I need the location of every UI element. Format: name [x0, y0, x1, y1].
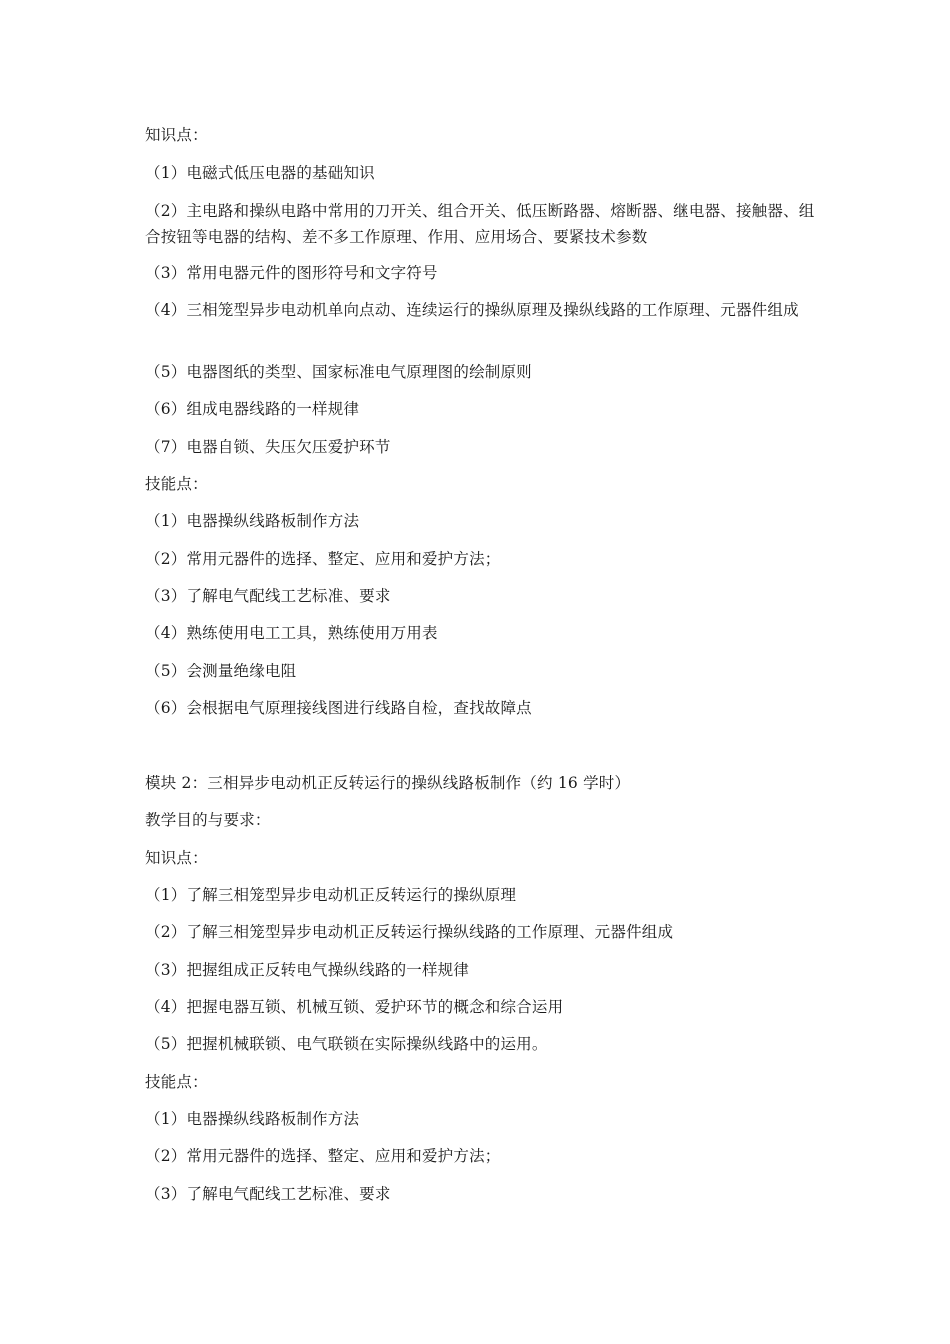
- skills-item: （4）熟练使用电工工具，熟练使用万用表: [145, 624, 438, 642]
- knowledge-item: （5）把握机械联锁、电气联锁在实际操纵线路中的运用。: [145, 1035, 548, 1053]
- skills-item: （6）会根据电气原理接线图进行线路自检，查找故障点: [145, 699, 532, 717]
- knowledge-item: （7）电器自锁、失压欠压爱护环节: [145, 438, 391, 456]
- knowledge-item: （3）常用电器元件的图形符号和文字符号: [145, 264, 438, 282]
- skills-item: （1）电器操纵线路板制作方法: [145, 512, 360, 530]
- knowledge-item: （3）把握组成正反转电气操纵线路的一样规律: [145, 961, 470, 979]
- skills-item: （5）会测量绝缘电阻: [145, 662, 297, 680]
- knowledge-heading: 知识点：: [145, 849, 208, 867]
- skills-item: （1）电器操纵线路板制作方法: [145, 1110, 360, 1128]
- skills-item: （3）了解电气配线工艺标准、要求: [145, 1185, 391, 1203]
- knowledge-heading: 知识点：: [145, 126, 208, 144]
- knowledge-item: （1）电磁式低压电器的基础知识: [145, 164, 375, 182]
- knowledge-item: （6）组成电器线路的一样规律: [145, 400, 360, 418]
- knowledge-item: （2）主电路和操纵电路中常用的刀开关、组合开关、低压断路器、熔断器、继电器、接触器、组合按钮等电器的结构、差不多工作原理、作用、应用场合、要紧技术参数: [145, 202, 815, 246]
- knowledge-item: （2）了解三相笼型异步电动机正反转运行操纵线路的工作原理、元器件组成: [145, 923, 674, 941]
- skills-item: （3）了解电气配线工艺标准、要求: [145, 587, 391, 605]
- skills-item: （2）常用元器件的选择、整定、应用和爱护方法；: [145, 550, 501, 568]
- knowledge-item: （4）把握电器互锁、机械互锁、爱护环节的概念和综合运用: [145, 998, 564, 1016]
- knowledge-item: （5）电器图纸的类型、国家标准电气原理图的绘制原则: [145, 363, 532, 381]
- module-title: 模块 2：三相异步电动机正反转运行的操纵线路板制作（约 16 学时）: [145, 774, 631, 792]
- knowledge-item: （1）了解三相笼型异步电动机正反转运行的操纵原理: [145, 886, 517, 904]
- skills-heading: 技能点：: [145, 475, 208, 493]
- goal-heading: 教学目的与要求：: [145, 811, 271, 829]
- skills-heading: 技能点：: [145, 1073, 208, 1091]
- knowledge-item: （4）三相笼型异步电动机单向点动、连续运行的操纵原理及操纵线路的工作原理、元器件组成: [145, 301, 799, 319]
- skills-item: （2）常用元器件的选择、整定、应用和爱护方法；: [145, 1147, 501, 1165]
